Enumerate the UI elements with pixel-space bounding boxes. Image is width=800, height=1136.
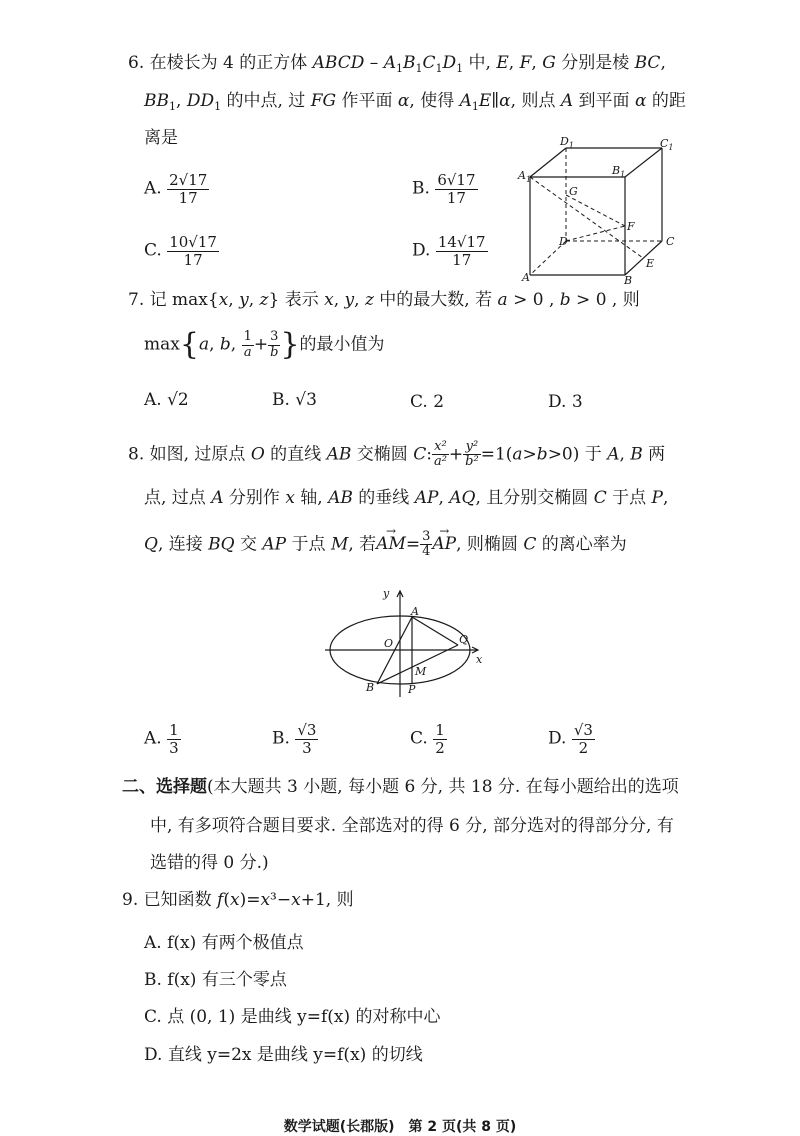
- section2-heading: 二、选择题: [122, 777, 207, 797]
- q7-option-c[interactable]: C. 2: [410, 392, 445, 412]
- q6-stem-line3: 离是: [144, 128, 178, 148]
- label-f: F: [627, 220, 635, 233]
- label-e: E: [646, 257, 655, 270]
- label-a: A: [522, 271, 530, 284]
- q9-option-d[interactable]: D. 直线 y=2x 是曲线 y=f(x) 的切线: [144, 1045, 423, 1065]
- q8-option-d[interactable]: D. $\frac{√3}{2}$: [548, 721, 593, 757]
- q8-option-a[interactable]: A. $\frac{1}{3}$: [144, 721, 179, 757]
- q8-stem-line3: Q, 连接 BQ 交 AP 于点 M, 若→ AM= $\frac{3}{4}$ → AP, 则椭圆 C 的离心率为: [144, 530, 627, 560]
- section2-line3: 选错的得 0 分.): [150, 853, 269, 873]
- q6-stem-line1: 6. 在棱长为 4 的正方体 ABCD – $A_1B_1C_1D_1$ 中, E, F, G 分别是棱 BC,: [128, 53, 666, 75]
- q9-option-c[interactable]: C. 点 (0, 1) 是曲线 y=f(x) 的对称中心: [144, 1007, 441, 1027]
- q8-stem-line1: 8. 如图, 过原点 O 的直线 AB 交椭圆 C: $\frac{\text{x²}}{\text{a²}}$ + $\frac{\text{y²}}{\text{b²}}$ =1(a>b>0) 于 A, B 两: [128, 439, 666, 470]
- q9-stem: 9. 已知函数 f(x)=x³−x+1, 则: [122, 890, 354, 910]
- section2-line2: 中, 有多项符合题目要求. 全部选对的得 6 分, 部分选对的得部分分, 有: [150, 816, 674, 836]
- q8-stem-line2: 点, 过点 A 分别作 x 轴, AB 的垂线 AP, AQ, 且分别交椭圆 C 于点 P,: [144, 488, 669, 508]
- label-c1: $C_1$: [660, 137, 674, 152]
- q7-stem-line1: 7. 记 max{x, y, z} 表示 x, y, z 中的最大数, 若 a > 0 , b > 0 , 则: [128, 290, 640, 310]
- label-q: Q: [459, 633, 469, 646]
- section2-line1: 二、选择题(本大题共 3 小题, 每小题 6 分, 共 18 分. 在每小题给出的选项: [122, 777, 679, 797]
- label-a1: $A_1$: [518, 169, 532, 184]
- label-c: C: [666, 235, 675, 248]
- q7-option-d[interactable]: D. 3: [548, 392, 583, 412]
- label-m: M: [415, 665, 427, 678]
- label-o: O: [384, 637, 394, 650]
- q6-option-a[interactable]: A. $\frac{2√17}{17}$: [144, 171, 208, 207]
- label-d1: $D_1$: [560, 135, 574, 150]
- ellipse-figure: [320, 585, 500, 700]
- q8-option-c[interactable]: C. $\frac{1}{2}$: [410, 721, 445, 757]
- label-b-ellipse: B: [366, 681, 375, 694]
- q7-option-b[interactable]: B. √3: [272, 390, 317, 410]
- q7-option-a[interactable]: A. √2: [144, 390, 189, 410]
- q6-option-b[interactable]: B. $\frac{6√17}{17}$: [412, 171, 476, 207]
- label-a-ellipse: A: [411, 605, 419, 618]
- q6-option-c[interactable]: C. $\frac{10√17}{17}$: [144, 233, 217, 269]
- q6-stem-line2: $BB_1$, $DD_1$ 的中点, 过 FG 作平面 α, 使得 $A_1E\parallel\alpha$, 则点 A 到平面 α 的距: [144, 91, 686, 113]
- label-y: y: [383, 587, 390, 600]
- q7-stem-line2: max{a, b, $\frac{1}{a}$ + $\frac{3}{b}$ }的最小值为: [144, 327, 385, 362]
- label-b1: $B_1$: [612, 164, 626, 179]
- label-g: G: [569, 185, 578, 198]
- page-footer: 数学试题(长郡版) 第 2 页(共 8 页): [283, 1119, 517, 1135]
- label-d: D: [559, 235, 568, 248]
- label-b: B: [624, 274, 633, 285]
- label-p: P: [408, 683, 416, 696]
- q9-option-a[interactable]: A. f(x) 有两个极值点: [144, 933, 304, 953]
- q9-option-b[interactable]: B. f(x) 有三个零点: [144, 970, 287, 990]
- cube-figure: [510, 135, 680, 285]
- label-x: x: [476, 653, 483, 666]
- q6-option-d[interactable]: D. $\frac{14√17}{17}$: [412, 233, 486, 269]
- q8-option-b[interactable]: B. $\frac{√3}{3}$: [272, 721, 317, 757]
